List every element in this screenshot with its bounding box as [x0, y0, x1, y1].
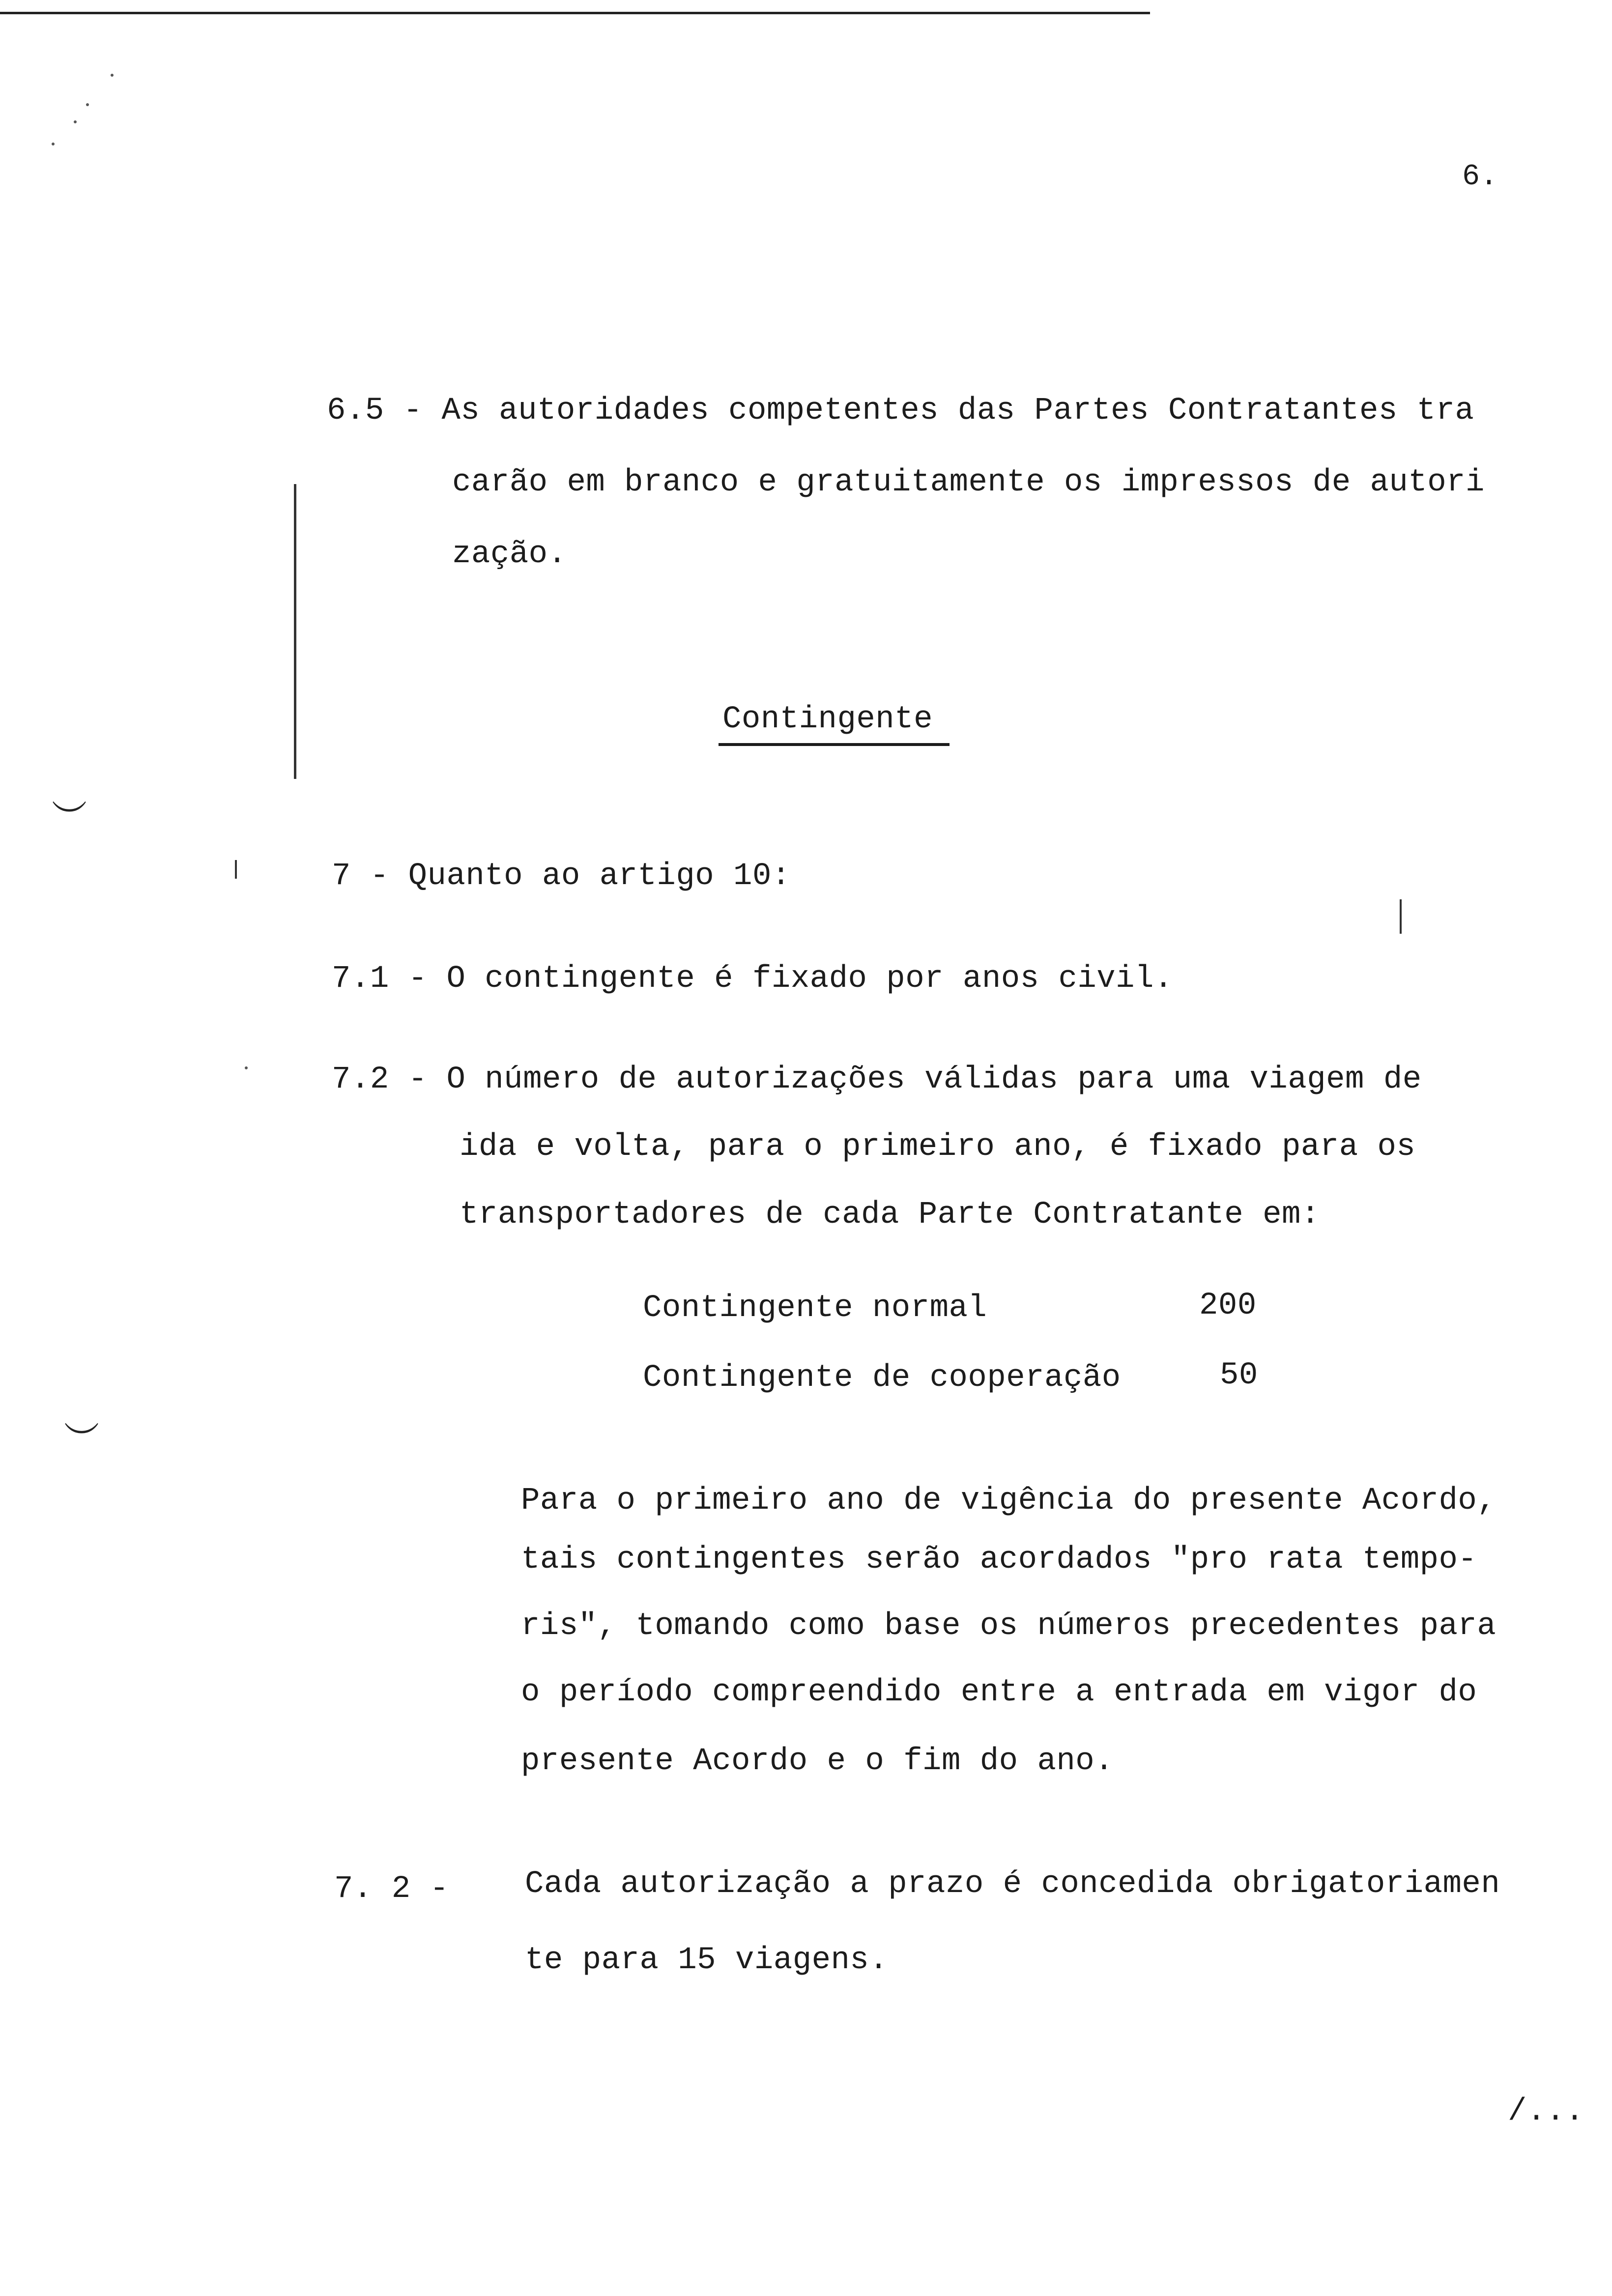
page-number: 6. — [1462, 160, 1498, 194]
pro-rata-line-1: Para o primeiro ano de vigência do presente Acordo, — [521, 1483, 1497, 1519]
pro-rata-line-3: ris", tomando como base os números precedentes para — [521, 1608, 1497, 1644]
continuation-mark: /... — [1508, 2094, 1584, 2129]
section-6-5-line-2: carão em branco e gratuitamente os impressos de autori — [452, 465, 1485, 500]
pro-rata-line-2: tais contingentes serão acordados "pro rata tempo- — [521, 1542, 1477, 1578]
speck — [52, 143, 55, 145]
heading-underline — [719, 743, 950, 746]
heading-contingente: Contingente — [722, 702, 933, 737]
margin-tick — [235, 860, 237, 879]
pro-rata-line-4: o período compreendido entre a entrada em vigor do — [521, 1675, 1477, 1710]
margin-tick-right — [1400, 899, 1402, 934]
speck — [111, 74, 114, 77]
punch-mark-top: ︶ — [52, 801, 87, 841]
section-7-2-line-3: transportadores de cada Parte Contratante em: — [460, 1197, 1320, 1233]
left-margin-line — [294, 484, 296, 779]
quota-value-cooperation: 50 — [1220, 1358, 1258, 1393]
speck — [74, 120, 77, 123]
section-7-2b-number: 7. 2 - — [334, 1871, 449, 1907]
section-7: 7 - Quanto ao artigo 10: — [332, 859, 791, 894]
section-7-1: 7.1 - O contingente é fixado por anos civil. — [332, 961, 1173, 997]
speck — [86, 103, 89, 106]
section-6-5-line-1: 6.5 - As autoridades competentes das Partes Contratantes tra — [327, 393, 1474, 429]
section-7-2b-line-2: te para 15 viagens. — [525, 1943, 889, 1978]
section-7-2-line-2: ida e volta, para o primeiro ano, é fixado para os — [460, 1129, 1416, 1165]
section-6-5-line-3: zação. — [452, 537, 567, 572]
top-edge-rule — [0, 12, 1150, 14]
punch-mark-bottom: ︶ — [64, 1423, 100, 1463]
quota-label-normal: Contingente normal — [643, 1291, 987, 1326]
quota-value-normal: 200 — [1199, 1288, 1257, 1323]
section-7-2b-line-1: Cada autorização a prazo é concedida obrigatoriamen — [525, 1866, 1500, 1902]
section-7-2-line-1: 7.2 - O número de autorizações válidas para uma viagem de — [332, 1062, 1422, 1097]
quota-label-cooperation: Contingente de cooperação — [643, 1360, 1121, 1396]
speck — [245, 1066, 248, 1069]
pro-rata-line-5: presente Acordo e o fim do ano. — [521, 1744, 1114, 1779]
